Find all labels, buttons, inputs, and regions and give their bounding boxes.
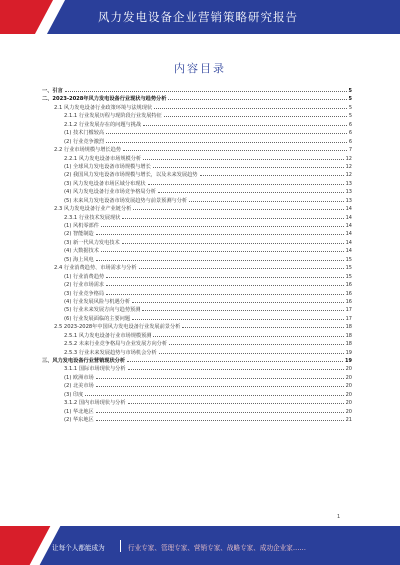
- toc-entry-label: 2.4 行业消费趋势、市场需求与分析: [54, 265, 137, 272]
- toc-entry-label: 三、风力发电设备行业营销现状分析: [42, 358, 126, 364]
- toc-entry[interactable]: [42, 263, 352, 271]
- toc-entry-page: 14: [345, 206, 352, 213]
- toc-leader-dots: [139, 263, 344, 269]
- toc-leader-dots: [169, 339, 344, 345]
- toc-entry-page: 19: [345, 358, 352, 364]
- toc-entry[interactable]: [42, 213, 352, 221]
- toc-entry-label: (1) 技术门槛较高: [64, 130, 105, 137]
- toc-leader-dots: [96, 373, 344, 379]
- toc-entry-label: 2.1 风力发电设备行业政策环境与法规现状: [54, 104, 153, 111]
- toc-entry[interactable]: [42, 170, 352, 178]
- toc-entry-label: 2.1.2 行业发展存在的问题与挑战: [64, 121, 142, 128]
- toc-entry[interactable]: [42, 120, 352, 128]
- report-header-banner: [0, 0, 400, 34]
- toc-leader-dots: [133, 204, 343, 210]
- toc-entry-label: (1) 全球风力发电设备市场规模与增长: [64, 163, 151, 170]
- toc-entry-page: 6: [348, 130, 352, 137]
- toc-entry-page: 21: [345, 417, 352, 424]
- toc-entry-page: 14: [345, 223, 352, 229]
- toc-leader-dots: [96, 407, 344, 413]
- table-of-contents: [42, 86, 352, 424]
- toc-entry[interactable]: [42, 272, 352, 280]
- toc-entry-page: 14: [345, 231, 352, 238]
- toc-entry-page: 14: [345, 214, 352, 221]
- toc-entry-label: (2) 智能制造: [64, 231, 94, 238]
- toc-entry-label: (1) 行业消费趋势: [64, 273, 105, 280]
- toc-entry[interactable]: [42, 339, 352, 347]
- toc-entry-label: (1) 欧洲市场: [64, 374, 94, 381]
- toc-leader-dots: [65, 86, 347, 92]
- toc-entry-label: (2) 北美市场: [64, 383, 94, 390]
- toc-entry-page: 20: [345, 400, 352, 407]
- toc-leader-dots: [122, 238, 344, 244]
- toc-entry-label: (5) 未来风力发电设备市场发展趋势与前景预测与分析: [64, 197, 188, 204]
- toc-entry[interactable]: [42, 179, 352, 187]
- toc-leader-dots: [159, 348, 344, 354]
- toc-entry[interactable]: [42, 103, 352, 111]
- toc-entry-page: 13: [345, 189, 352, 196]
- toc-leader-dots: [132, 297, 344, 303]
- footer-divider: [120, 540, 121, 552]
- toc-entry-page: 14: [345, 248, 352, 255]
- toc-entry-label: 3.1.1 国际市场现状与分析: [64, 366, 126, 373]
- toc-entry-page: 6: [348, 138, 352, 145]
- toc-entry-page: 17: [345, 315, 352, 322]
- toc-entry[interactable]: [42, 415, 352, 423]
- toc-entry-label: (3) 新一代风力发电技术: [64, 239, 120, 246]
- toc-leader-dots: [106, 289, 344, 295]
- toc-entry[interactable]: [42, 86, 352, 94]
- toc-entry[interactable]: [42, 255, 352, 263]
- toc-entry[interactable]: [42, 187, 352, 195]
- toc-entry-page: 18: [345, 324, 352, 331]
- toc-entry-page: 5: [348, 96, 352, 103]
- toc-leader-dots: [189, 196, 344, 202]
- toc-entry-label: (2) 行业竞争激烈: [64, 138, 105, 145]
- toc-entry-label: (4) 大数据技术: [64, 248, 99, 255]
- toc-entry-label: (2) 我国风力发电设备市场规模与增长，以及未来发展趋势: [64, 172, 198, 179]
- toc-entry[interactable]: [42, 154, 352, 162]
- toc-leader-dots: [158, 187, 344, 193]
- toc-entry-label: 一、引言: [42, 88, 63, 94]
- toc-entry[interactable]: [42, 229, 352, 237]
- toc-leader-dots: [164, 111, 347, 117]
- toc-entry-label: 2.2.1 风力发电设备市场规模分析: [64, 155, 142, 162]
- toc-entry-page: 12: [345, 155, 352, 162]
- footer-banner: [0, 526, 400, 565]
- toc-entry-label: (4) 风力发电设备行业市场竞争格局分析: [64, 189, 156, 196]
- toc-entry-label: 2.5.3 行业未来发展趋势与市场机会分析: [64, 349, 157, 356]
- toc-entry-label: (5) 行业未来发展方向与趋势预测: [64, 307, 141, 314]
- toc-entry-page: 13: [345, 180, 352, 187]
- toc-entry-page: 12: [345, 163, 352, 170]
- toc-leader-dots: [96, 381, 344, 387]
- toc-entry-page: 20: [345, 383, 352, 390]
- toc-entry-label: 2.5 2023-2028年中国风力发电设备行业发展前景分析: [54, 324, 181, 331]
- toc-entry-label: (4) 行业发展风险与机遇分析: [64, 298, 131, 305]
- toc-leader-dots: [153, 331, 343, 337]
- toc-entry[interactable]: [42, 204, 352, 212]
- toc-entry[interactable]: [42, 94, 352, 102]
- toc-entry-label: 2.5.1 风力发电设备行业市场规模预测: [64, 332, 152, 339]
- footer-slogan: 让每个人都能成为: [52, 544, 105, 552]
- toc-entry-page: 15: [345, 273, 352, 280]
- toc-entry[interactable]: [42, 238, 352, 246]
- toc-leader-dots: [143, 120, 347, 126]
- toc-entry-page: 6: [348, 121, 352, 128]
- toc-entry-page: 19: [345, 349, 352, 356]
- toc-entry-page: 15: [345, 256, 352, 263]
- toc-entry-page: 7: [348, 147, 352, 154]
- toc-entry[interactable]: [42, 373, 352, 381]
- toc-entry-label: 3.1.2 国内市场现状与分析: [64, 400, 126, 407]
- toc-entry-page: 16: [345, 298, 352, 305]
- toc-entry-label: (1) 风机零部件: [64, 223, 99, 229]
- toc-entry-page: 20: [345, 366, 352, 373]
- toc-entry-page: 5: [348, 104, 352, 111]
- toc-entry[interactable]: [42, 381, 352, 389]
- toc-entry-page: 18: [345, 341, 352, 348]
- toc-entry-label: (3) 印度: [64, 391, 84, 398]
- toc-entry[interactable]: [42, 128, 352, 136]
- toc-entry[interactable]: [42, 322, 352, 330]
- toc-entry-label: (3) 风力发电设备市场区域分布现状: [64, 180, 146, 187]
- toc-leader-dots: [148, 179, 344, 185]
- page-number: 1: [337, 514, 341, 520]
- toc-leader-dots: [127, 356, 343, 362]
- toc-entry-page: 18: [345, 332, 352, 339]
- toc-entry-page: 12: [345, 172, 352, 179]
- toc-entry-label: (2) 华东地区: [64, 417, 94, 424]
- toc-leader-dots: [154, 103, 347, 109]
- toc-leader-dots: [143, 154, 344, 160]
- toc-entry-label: 2.3 风力发电设备行业产业链分析: [54, 206, 132, 213]
- toc-entry[interactable]: [42, 390, 352, 398]
- toc-entry[interactable]: [42, 348, 352, 356]
- toc-entry[interactable]: [42, 145, 352, 153]
- toc-entry-page: 20: [345, 391, 352, 398]
- toc-leader-dots: [106, 128, 347, 134]
- toc-leader-dots: [128, 364, 344, 370]
- toc-entry[interactable]: [42, 196, 352, 204]
- toc-leader-dots: [101, 221, 344, 227]
- toc-entry-label: (5) 海上风电: [64, 256, 94, 263]
- toc-leader-dots: [106, 280, 344, 286]
- toc-leader-dots: [168, 94, 346, 100]
- toc-leader-dots: [106, 137, 347, 143]
- toc-leader-dots: [85, 390, 343, 396]
- toc-entry-page: 20: [345, 374, 352, 381]
- toc-entry-page: 15: [345, 265, 352, 272]
- toc-entry-page: 5: [348, 88, 352, 94]
- toc-leader-dots: [200, 170, 344, 176]
- toc-entry[interactable]: [42, 314, 352, 322]
- toc-heading: 内容目录: [174, 62, 226, 75]
- toc-entry[interactable]: [42, 137, 352, 145]
- toc-entry-label: (6) 行业发展面临的主要问题: [64, 315, 131, 322]
- footer-expert-list: 行业专家、管理专家、营销专家、战略专家、成功企业家……: [128, 544, 307, 552]
- toc-entry-page: 14: [345, 239, 352, 246]
- toc-entry-page: 16: [345, 290, 352, 297]
- toc-entry-page: 5: [348, 113, 352, 120]
- toc-entry-label: 二、2023-2028年风力发电设备行业现状与趋势分析: [42, 96, 167, 103]
- toc-leader-dots: [101, 246, 344, 252]
- toc-entry[interactable]: [42, 297, 352, 305]
- toc-entry-label: (3) 行业竞争格局: [64, 290, 105, 297]
- toc-leader-dots: [132, 314, 344, 320]
- toc-entry[interactable]: [42, 280, 352, 288]
- toc-leader-dots: [122, 213, 343, 219]
- toc-entry-label: 2.1.1 行业发展历程与现阶段行业发展特征: [64, 113, 162, 120]
- toc-entry-page: 20: [345, 408, 352, 415]
- toc-leader-dots: [153, 162, 344, 168]
- toc-entry-page: 13: [345, 197, 352, 204]
- toc-entry-label: 2.3.1 行业技术发展现状: [64, 214, 121, 221]
- toc-entry[interactable]: [42, 364, 352, 372]
- toc-leader-dots: [106, 272, 344, 278]
- toc-entry[interactable]: [42, 162, 352, 170]
- toc-entry-label: (1) 华北地区: [64, 408, 94, 415]
- toc-entry[interactable]: [42, 305, 352, 313]
- toc-leader-dots: [96, 255, 344, 261]
- toc-entry[interactable]: [42, 331, 352, 339]
- toc-entry-page: 16: [345, 282, 352, 289]
- toc-entry-label: (2) 行业市场需求: [64, 282, 105, 289]
- toc-leader-dots: [142, 305, 343, 311]
- toc-leader-dots: [123, 145, 347, 151]
- toc-entry[interactable]: [42, 111, 352, 119]
- toc-entry-label: 2.2 行业市场规模与增长趋势: [54, 147, 121, 154]
- toc-entry[interactable]: [42, 289, 352, 297]
- toc-leader-dots: [96, 415, 344, 421]
- toc-entry[interactable]: [42, 398, 352, 406]
- toc-leader-dots: [128, 398, 344, 404]
- toc-entry[interactable]: [42, 356, 352, 364]
- toc-leader-dots: [96, 229, 344, 235]
- report-title: 风力发电设备企业营销策略研究报告: [98, 10, 298, 24]
- toc-leader-dots: [182, 322, 343, 328]
- toc-entry-label: 2.5.2 未来行业竞争格局与企业发展方向分析: [64, 341, 168, 348]
- toc-entry[interactable]: [42, 407, 352, 415]
- toc-entry-page: 17: [345, 307, 352, 314]
- toc-entry[interactable]: [42, 221, 352, 229]
- toc-entry[interactable]: [42, 246, 352, 254]
